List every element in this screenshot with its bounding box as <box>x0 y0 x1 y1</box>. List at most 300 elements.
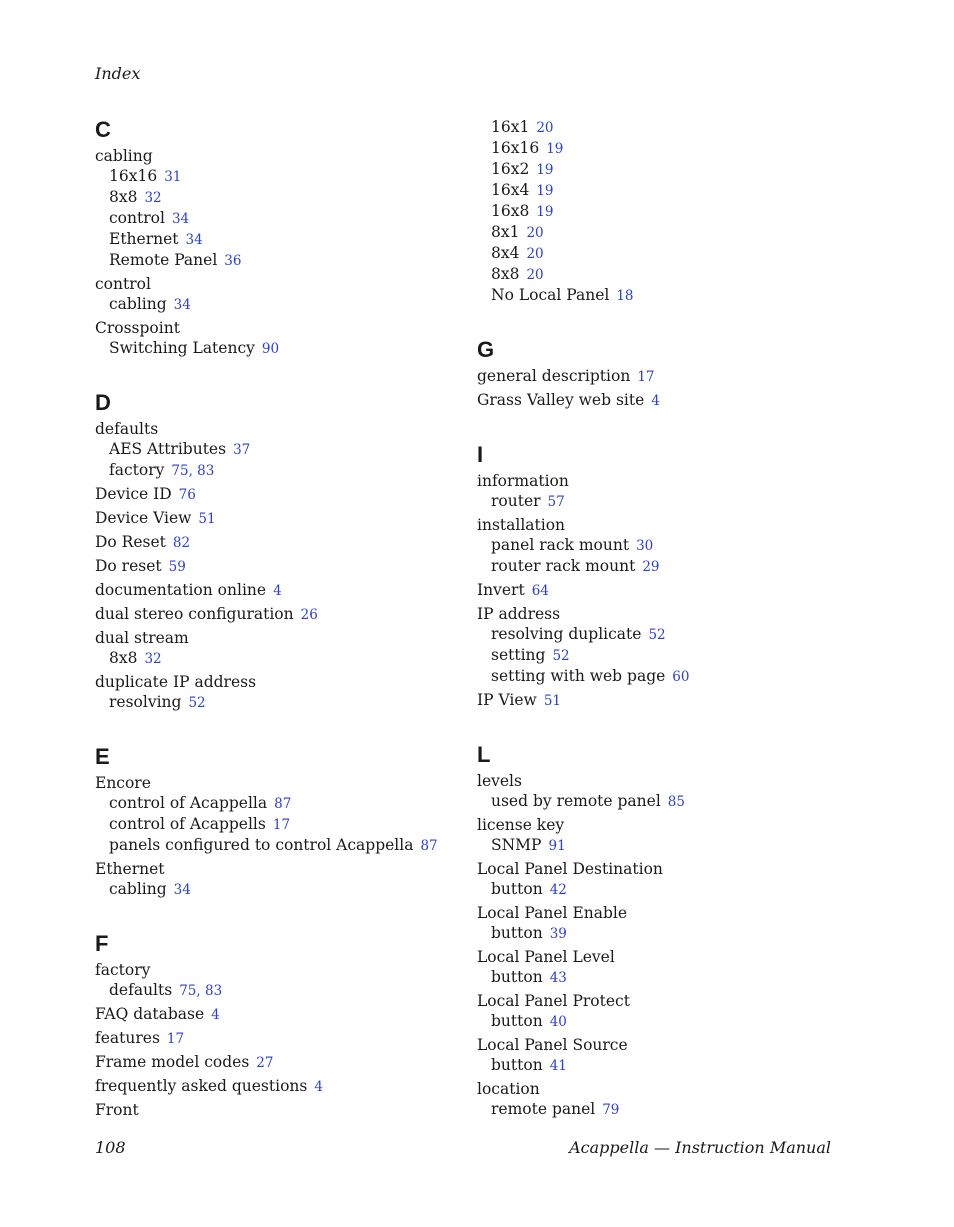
subterm-text: 16x16 <box>491 139 540 157</box>
index-subterm <box>477 201 837 222</box>
page-link[interactable]: 39 <box>549 926 567 942</box>
page-number: 108 <box>95 1138 126 1157</box>
index-term <box>477 471 837 491</box>
page-refs <box>637 369 654 385</box>
term-text: general description <box>477 367 631 385</box>
index-entry <box>95 859 455 900</box>
index-term <box>95 1052 455 1073</box>
index-subterm <box>477 556 837 577</box>
index-subterm <box>477 1099 837 1120</box>
index-subterm <box>95 648 455 669</box>
subterm-text: used by remote panel <box>491 792 661 810</box>
page-refs <box>179 983 222 999</box>
page-refs <box>188 695 205 711</box>
index-subterm <box>477 666 837 687</box>
page-link[interactable]: 79 <box>602 1102 620 1118</box>
index-term <box>95 672 455 692</box>
page-link[interactable]: 91 <box>548 838 566 854</box>
index-subterm <box>477 835 837 856</box>
index-subterm <box>95 229 455 250</box>
index-entry <box>477 771 837 812</box>
index-entry <box>95 146 455 271</box>
index-subterm <box>95 439 455 460</box>
index-subterm <box>477 967 837 988</box>
page-refs <box>144 190 161 206</box>
page-link[interactable]: 19 <box>536 183 554 199</box>
page-link[interactable]: 4 <box>211 1007 220 1023</box>
page-link[interactable]: 4 <box>314 1079 323 1095</box>
index-term <box>95 556 455 577</box>
index-entry <box>95 960 455 1001</box>
page-refs <box>616 288 633 304</box>
index-term <box>95 580 455 601</box>
page-refs <box>273 583 282 599</box>
index-entry <box>477 903 837 944</box>
subterm-text: control of Acappella <box>109 794 268 812</box>
page-refs <box>668 794 685 810</box>
index-entry <box>477 471 837 512</box>
subterm-text: remote panel <box>491 1100 596 1118</box>
page-link[interactable]: 83 <box>204 983 223 999</box>
page-link[interactable]: 87 <box>420 838 438 854</box>
subterm-text: Remote Panel <box>109 251 218 269</box>
term-text: control <box>95 275 151 293</box>
index-entry <box>95 532 455 553</box>
page-refs <box>186 232 203 248</box>
subterm-text: panels configured to control Acappella <box>109 836 414 854</box>
page-refs <box>636 538 653 554</box>
index-subterm <box>477 1011 837 1032</box>
index-term <box>477 1079 837 1099</box>
page-link[interactable]: 60 <box>672 669 690 685</box>
page-link[interactable]: 52 <box>648 627 666 643</box>
index-entry <box>477 580 837 601</box>
term-text: levels <box>477 772 522 790</box>
letter-heading: F <box>95 931 109 956</box>
index-subterm <box>477 117 837 138</box>
page-link[interactable]: 34 <box>173 882 191 898</box>
index-subterm <box>477 491 837 512</box>
page-link[interactable]: 83 <box>197 463 215 479</box>
index-entry <box>477 947 837 988</box>
page-refs <box>548 838 565 854</box>
index-term <box>477 604 837 624</box>
index-entry <box>477 390 837 411</box>
subterm-text: AES Attributes <box>109 440 227 458</box>
term-text: Local Panel Level <box>477 948 615 966</box>
index-column-left <box>95 114 455 1123</box>
index-term <box>477 991 837 1011</box>
index-entry <box>477 991 837 1032</box>
index-term <box>477 366 837 387</box>
page-link[interactable]: 59 <box>168 559 186 575</box>
term-text: IP address <box>477 605 561 623</box>
page-link[interactable]: 4 <box>651 393 660 409</box>
page-link[interactable]: 57 <box>547 494 565 510</box>
page-link[interactable]: 30 <box>636 538 654 554</box>
page-refs <box>256 1055 273 1071</box>
page-refs <box>526 246 543 262</box>
page-link[interactable]: 19 <box>536 204 554 220</box>
page-refs <box>171 463 214 479</box>
page-refs <box>224 253 241 269</box>
index-entry <box>477 690 837 711</box>
index-term <box>95 1076 455 1097</box>
subterm-text: defaults <box>109 981 173 999</box>
page-link[interactable]: 87 <box>274 796 292 812</box>
page-refs <box>526 267 543 283</box>
index-subterm <box>95 835 455 856</box>
page-link[interactable]: 51 <box>543 693 561 709</box>
term-text: dual stream <box>95 629 189 647</box>
page-link[interactable]: 75 <box>179 983 197 999</box>
subterm-text: cabling <box>109 295 167 313</box>
index-entry <box>477 1035 837 1076</box>
index-entry <box>95 604 455 625</box>
index-term <box>95 484 455 505</box>
index-entry <box>477 859 837 900</box>
index-term <box>95 1004 455 1025</box>
page-link[interactable]: 4 <box>273 583 282 599</box>
page-refs <box>167 1031 184 1047</box>
term-text: Device View <box>95 509 192 527</box>
page-refs <box>174 297 191 313</box>
letter-heading: E <box>95 744 110 769</box>
term-text: documentation online <box>95 581 267 599</box>
page-link[interactable]: 20 <box>526 267 544 283</box>
running-header: Index <box>95 64 141 83</box>
page-refs <box>173 535 190 551</box>
page-refs <box>546 141 563 157</box>
index-term <box>95 859 455 879</box>
page-link[interactable]: 41 <box>549 1058 567 1074</box>
page-link[interactable]: 85 <box>667 794 685 810</box>
page-refs <box>550 1058 567 1074</box>
page-link[interactable]: 17 <box>166 1031 185 1047</box>
page-link[interactable]: 20 <box>536 120 554 136</box>
page-refs <box>536 204 553 220</box>
term-text: Grass Valley web site <box>477 391 645 409</box>
index-term <box>95 146 455 166</box>
page-link[interactable]: 32 <box>144 651 162 667</box>
index-entry <box>95 1028 455 1049</box>
page-link[interactable]: 20 <box>526 246 544 262</box>
page-refs <box>172 211 189 227</box>
index-subterm <box>95 980 455 1001</box>
subterm-text: 16x4 <box>491 181 530 199</box>
page-link[interactable]: 17 <box>637 369 655 385</box>
page-link[interactable]: 52 <box>552 648 570 664</box>
term-text: FAQ database <box>95 1005 205 1023</box>
term-text: defaults <box>95 420 159 438</box>
page-refs <box>536 120 553 136</box>
subterm-text: 8x8 <box>491 265 520 283</box>
subterm-text: No Local Panel <box>491 286 610 304</box>
subterm-text: button <box>491 924 543 942</box>
index-entry <box>95 484 455 505</box>
page-refs <box>144 651 161 667</box>
index-entry <box>477 604 837 687</box>
index-subterm <box>477 535 837 556</box>
manual-title: Acappella — Instruction Manual <box>569 1138 831 1157</box>
page-link[interactable]: 52 <box>188 695 206 711</box>
index-entry <box>95 556 455 577</box>
page-link[interactable]: 34 <box>173 297 191 313</box>
index-subterm <box>477 624 837 645</box>
subterm-text: panel rack mount <box>491 536 630 554</box>
term-text: frequently asked questions <box>95 1077 308 1095</box>
subterm-text: 16x2 <box>491 160 530 178</box>
index-entry <box>95 1100 455 1120</box>
page-refs <box>544 693 561 709</box>
index-entry <box>477 1079 837 1120</box>
index-term <box>477 947 837 967</box>
index-column-right <box>477 117 837 1123</box>
page-link[interactable]: 64 <box>531 583 549 599</box>
page-link[interactable]: 43 <box>549 970 567 986</box>
page-link[interactable]: 76 <box>178 487 196 503</box>
term-text: information <box>477 472 569 490</box>
index-entry <box>95 508 455 529</box>
page-link[interactable]: 37 <box>233 442 251 458</box>
index-subterm <box>477 222 837 243</box>
index-subterm <box>477 138 837 159</box>
index-term <box>477 1035 837 1055</box>
index-term <box>95 1028 455 1049</box>
subterm-text: router rack mount <box>491 557 636 575</box>
page-refs <box>642 559 659 575</box>
index-term <box>95 604 455 625</box>
subterm-text: resolving duplicate <box>491 625 642 643</box>
index-subterm <box>95 294 455 315</box>
index-entry <box>95 274 455 315</box>
index-entry <box>477 815 837 856</box>
index-term <box>95 274 455 294</box>
subterm-text: 16x1 <box>491 118 530 136</box>
index-entry <box>95 1052 455 1073</box>
index-term <box>477 771 837 791</box>
term-text: Do Reset <box>95 533 166 551</box>
subterm-text: button <box>491 1056 543 1074</box>
index-subterm <box>95 187 455 208</box>
subterm-text: 16x8 <box>491 202 530 220</box>
term-text: installation <box>477 516 566 534</box>
page-link[interactable]: 31 <box>164 169 182 185</box>
term-text: cabling <box>95 147 153 165</box>
index-term <box>477 515 837 535</box>
page-refs <box>233 442 250 458</box>
page-refs <box>274 796 291 812</box>
page-link[interactable]: 32 <box>144 190 162 206</box>
term-text: license key <box>477 816 565 834</box>
term-text: location <box>477 1080 540 1098</box>
index-subterm <box>477 645 837 666</box>
subterm-text: factory <box>109 461 165 479</box>
index-term <box>477 580 837 601</box>
index-entry <box>95 1004 455 1025</box>
page-link[interactable]: 34 <box>185 232 203 248</box>
term-text: factory <box>95 961 151 979</box>
index-term <box>95 532 455 553</box>
page-refs <box>262 341 279 357</box>
index-term <box>95 508 455 529</box>
term-text: Encore <box>95 774 151 792</box>
subterm-text: router <box>491 492 541 510</box>
index-subterm <box>95 814 455 835</box>
page-link[interactable]: 26 <box>300 607 318 623</box>
subterm-text: button <box>491 1012 543 1030</box>
page-refs <box>174 882 191 898</box>
subterm-text: SNMP <box>491 836 542 854</box>
index-subterm <box>477 791 837 812</box>
index-subterm <box>477 159 837 180</box>
page-link[interactable]: 40 <box>549 1014 567 1030</box>
index-subterm <box>477 285 837 306</box>
index-term <box>95 1100 455 1120</box>
page-refs <box>526 225 543 241</box>
index-subterm <box>477 264 837 285</box>
subterm-text: control of Acappells <box>109 815 266 833</box>
term-text: Do reset <box>95 557 162 575</box>
page-link[interactable]: 75 <box>171 463 189 479</box>
subterm-text: button <box>491 968 543 986</box>
page-link[interactable]: 18 <box>616 288 634 304</box>
index-subterm <box>95 166 455 187</box>
page-refs <box>301 607 318 623</box>
index-subterm <box>477 923 837 944</box>
subterm-text: Ethernet <box>109 230 179 248</box>
index-entry <box>95 318 455 359</box>
index-entry <box>95 773 455 856</box>
letter-heading: I <box>477 442 484 467</box>
page-refs <box>550 970 567 986</box>
subterm-text: 8x8 <box>109 649 138 667</box>
term-text: IP View <box>477 691 537 709</box>
page-link[interactable]: 29 <box>642 559 660 575</box>
page-refs <box>602 1102 619 1118</box>
index-term <box>477 815 837 835</box>
page-link[interactable]: 36 <box>224 253 242 269</box>
index-term <box>477 903 837 923</box>
index-entry <box>95 419 455 481</box>
index-entry <box>95 672 455 713</box>
page-link[interactable]: 20 <box>526 225 544 241</box>
term-text: Local Panel Enable <box>477 904 628 922</box>
subterm-text: cabling <box>109 880 167 898</box>
page-link[interactable]: 19 <box>546 141 564 157</box>
index-term <box>95 628 455 648</box>
index-subterm <box>477 243 837 264</box>
index-subterm <box>95 250 455 271</box>
letter-heading: L <box>477 742 491 767</box>
page-link[interactable]: 34 <box>171 211 190 227</box>
page-refs <box>550 926 567 942</box>
page-ref-separator: , <box>196 983 205 999</box>
page-refs <box>164 169 181 185</box>
page-refs <box>273 817 290 833</box>
page-link[interactable]: 17 <box>272 817 291 833</box>
index-subterm <box>477 1055 837 1076</box>
page-refs <box>420 838 437 854</box>
index-term <box>95 419 455 439</box>
page-link[interactable]: 42 <box>549 882 567 898</box>
page-link[interactable]: 19 <box>536 162 554 178</box>
page-link[interactable]: 27 <box>256 1055 274 1071</box>
letter-heading: G <box>477 337 495 362</box>
page-refs <box>548 494 565 510</box>
subterm-text: button <box>491 880 543 898</box>
page-refs <box>211 1007 220 1023</box>
index-entry <box>477 515 837 577</box>
index-entry <box>95 580 455 601</box>
page-link[interactable]: 82 <box>172 535 191 551</box>
index-term <box>477 390 837 411</box>
subterm-text: setting with web page <box>491 667 666 685</box>
subterm-text: 16x16 <box>109 167 158 185</box>
term-text: Crosspoint <box>95 319 180 337</box>
term-text: Local Panel Source <box>477 1036 628 1054</box>
term-text: Local Panel Destination <box>477 860 663 878</box>
index-subterm <box>95 879 455 900</box>
index-subterm <box>95 460 455 481</box>
page-refs <box>532 583 549 599</box>
index-entry <box>95 1076 455 1097</box>
page-refs <box>179 487 196 503</box>
index-subterm <box>477 180 837 201</box>
subterm-text: 8x1 <box>491 223 520 241</box>
index-subterm <box>477 879 837 900</box>
page-refs <box>198 511 215 527</box>
subterm-text: 8x4 <box>491 244 520 262</box>
page-refs <box>552 648 569 664</box>
index-term <box>95 960 455 980</box>
index-entry <box>477 366 837 387</box>
subterm-text: Switching Latency <box>109 339 255 357</box>
term-text: duplicate IP address <box>95 673 257 691</box>
page-link[interactable]: 51 <box>198 511 216 527</box>
index-entry <box>477 117 837 306</box>
page-link[interactable]: 90 <box>261 341 280 357</box>
letter-heading: C <box>95 117 111 142</box>
index-subterm <box>95 793 455 814</box>
term-text: Front <box>95 1101 139 1119</box>
index-term <box>95 773 455 793</box>
index-entry <box>95 628 455 669</box>
page-refs <box>651 393 660 409</box>
index-term <box>477 690 837 711</box>
index-term <box>95 318 455 338</box>
subterm-text: control <box>109 209 165 227</box>
page-refs <box>672 669 689 685</box>
term-text: Frame model codes <box>95 1053 250 1071</box>
page-refs <box>550 1014 567 1030</box>
subterm-text: resolving <box>109 693 182 711</box>
term-text: Ethernet <box>95 860 165 878</box>
page-refs <box>550 882 567 898</box>
term-text: Local Panel Protect <box>477 992 630 1010</box>
term-text: Invert <box>477 581 525 599</box>
page-ref-separator: , <box>188 463 198 479</box>
page-refs <box>648 627 665 643</box>
index-subterm <box>95 692 455 713</box>
page-refs <box>536 183 553 199</box>
index-subterm <box>95 208 455 229</box>
page-refs <box>314 1079 323 1095</box>
term-text: features <box>95 1029 160 1047</box>
subterm-text: setting <box>491 646 546 664</box>
page-refs <box>169 559 186 575</box>
page-refs <box>536 162 553 178</box>
